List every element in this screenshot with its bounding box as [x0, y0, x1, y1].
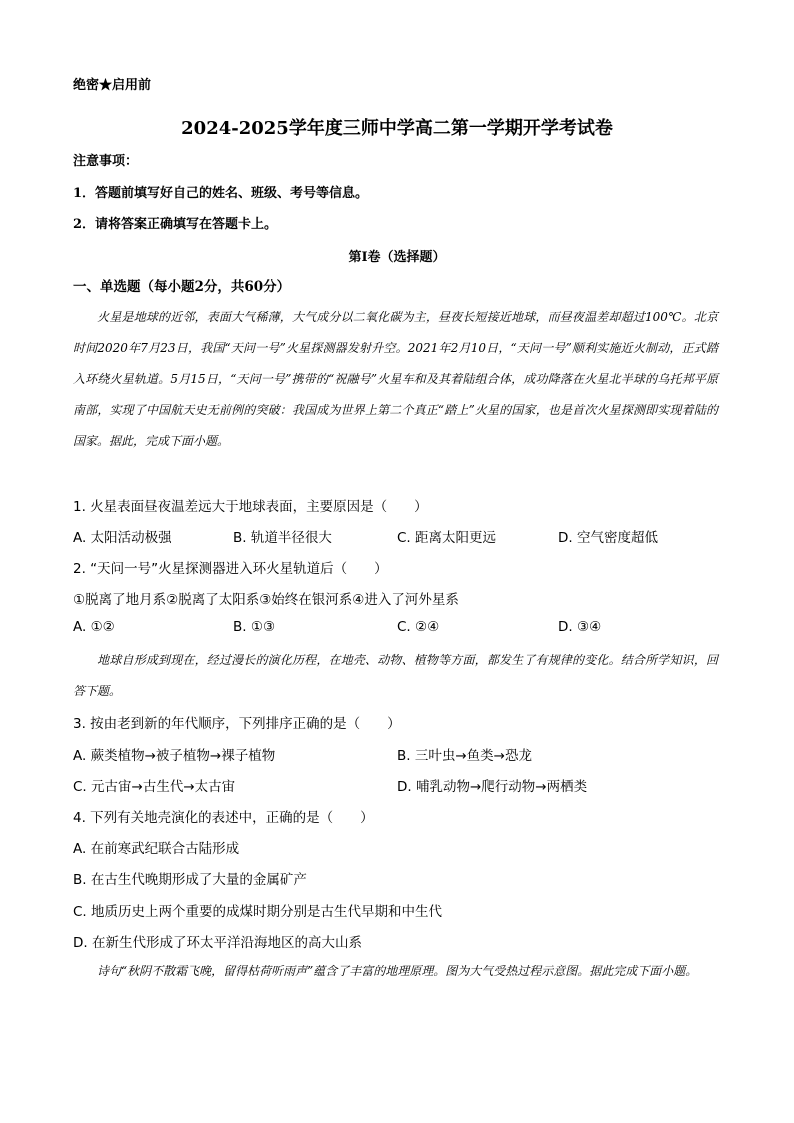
question-2-option-b[interactable]: B. ①③ — [233, 619, 276, 635]
question-2-statements: ①脱离了地月系②脱离了太阳系③始终在银河系④进入了河外星系 — [73, 592, 459, 608]
question-1-option-d[interactable]: D. 空气密度超低 — [558, 530, 658, 546]
notice-item-2: 2．请将答案正确填写在答题卡上。 — [73, 217, 278, 232]
question-4-option-d[interactable]: D. 在新生代形成了环太平洋沿海地区的高大山系 — [73, 935, 362, 951]
question-3-option-c[interactable]: C. 元古宙→古生代→太古宙 — [73, 779, 236, 795]
question-4-stem: 4. 下列有关地壳演化的表述中，正确的是（ ） — [73, 810, 374, 826]
question-3-stem: 3. 按由老到新的年代顺序，下列排序正确的是（ ） — [73, 716, 401, 732]
passage-earth-evolution — [73, 645, 718, 707]
question-2-option-d[interactable]: D. ③④ — [558, 619, 602, 635]
question-4-option-c[interactable]: C. 地质历史上两个重要的成煤时期分别是古生代早期和中生代 — [73, 904, 443, 920]
question-4-option-b[interactable]: B. 在古生代晚期形成了大量的金属矿产 — [73, 872, 307, 888]
question-3-option-b[interactable]: B. 三叶虫→鱼类→恐龙 — [397, 748, 532, 764]
question-1-option-c[interactable]: C. 距离太阳更远 — [397, 530, 497, 546]
section-title: 一、单选题（每小题2分，共60分） — [73, 279, 291, 295]
passage-mars-text: 火星是地球的近邻，表面大气稀薄，大气成分以二氧化碳为主，昼夜长短接近地球，而昼夜温差却超过100℃。北京时间2020年7月23日，我国“天问一号”火星探测器发射升空。2021年2月10日，“天问一号”顺利实施近火制动，正式踏入环绕火星轨道。5月15日，“天问一号”携带的“祝融号”火星车和及其着陆组合体，成功降落在火星北半球的乌托邦平原南部，实现了中国航天史无前例的突破：我国成为世界上第二个真正“踏上”火星的国家，也是首次火星探测即实现着陆的国家。据此，完成下面小题。 — [73, 310, 718, 448]
passage-earth-evolution-text: 地球自形成到现在，经过漫长的演化历程，在地壳、动物、植物等方面，都发生了有规律的变化。结合所学知识，回答下题。 — [73, 653, 718, 698]
question-1-stem: 1. 火星表面昼夜温差远大于地球表面，主要原因是（ ） — [73, 499, 428, 515]
question-4-option-a[interactable]: A. 在前寒武纪联合古陆形成 — [73, 841, 240, 857]
question-3-option-d[interactable]: D. 哺乳动物→爬行动物→两栖类 — [397, 779, 588, 795]
exam-title: 2024-2025学年度三师中学高二第一学期开学考试卷 — [181, 118, 613, 139]
question-2-option-a[interactable]: A. ①② — [73, 619, 115, 635]
passage-poem-text: 诗句“秋阴不散霜飞晚，留得枯荷听雨声”蕴含了丰富的地理原理。图为大气受热过程示意图。据此完成下面小题。 — [97, 964, 698, 978]
notice-heading: 注意事项： — [73, 154, 139, 169]
passage-mars — [73, 302, 718, 457]
question-1-option-b[interactable]: B. 轨道半径很大 — [233, 530, 332, 546]
secret-mark: 绝密★启用前 — [73, 78, 152, 93]
question-2-stem: 2. “天问一号”火星探测器进入环火星轨道后（ ） — [73, 561, 388, 577]
question-1-option-a[interactable]: A. 太阳活动极强 — [73, 530, 172, 546]
part-title: 第I卷（选择题） — [348, 250, 446, 265]
notice-item-1: 1．答题前填写好自己的姓名、班级、考号等信息。 — [73, 186, 369, 201]
passage-poem — [73, 956, 718, 987]
question-3-option-a[interactable]: A. 蕨类植物→被子植物→裸子植物 — [73, 748, 276, 764]
question-2-option-c[interactable]: C. ②④ — [397, 619, 440, 635]
